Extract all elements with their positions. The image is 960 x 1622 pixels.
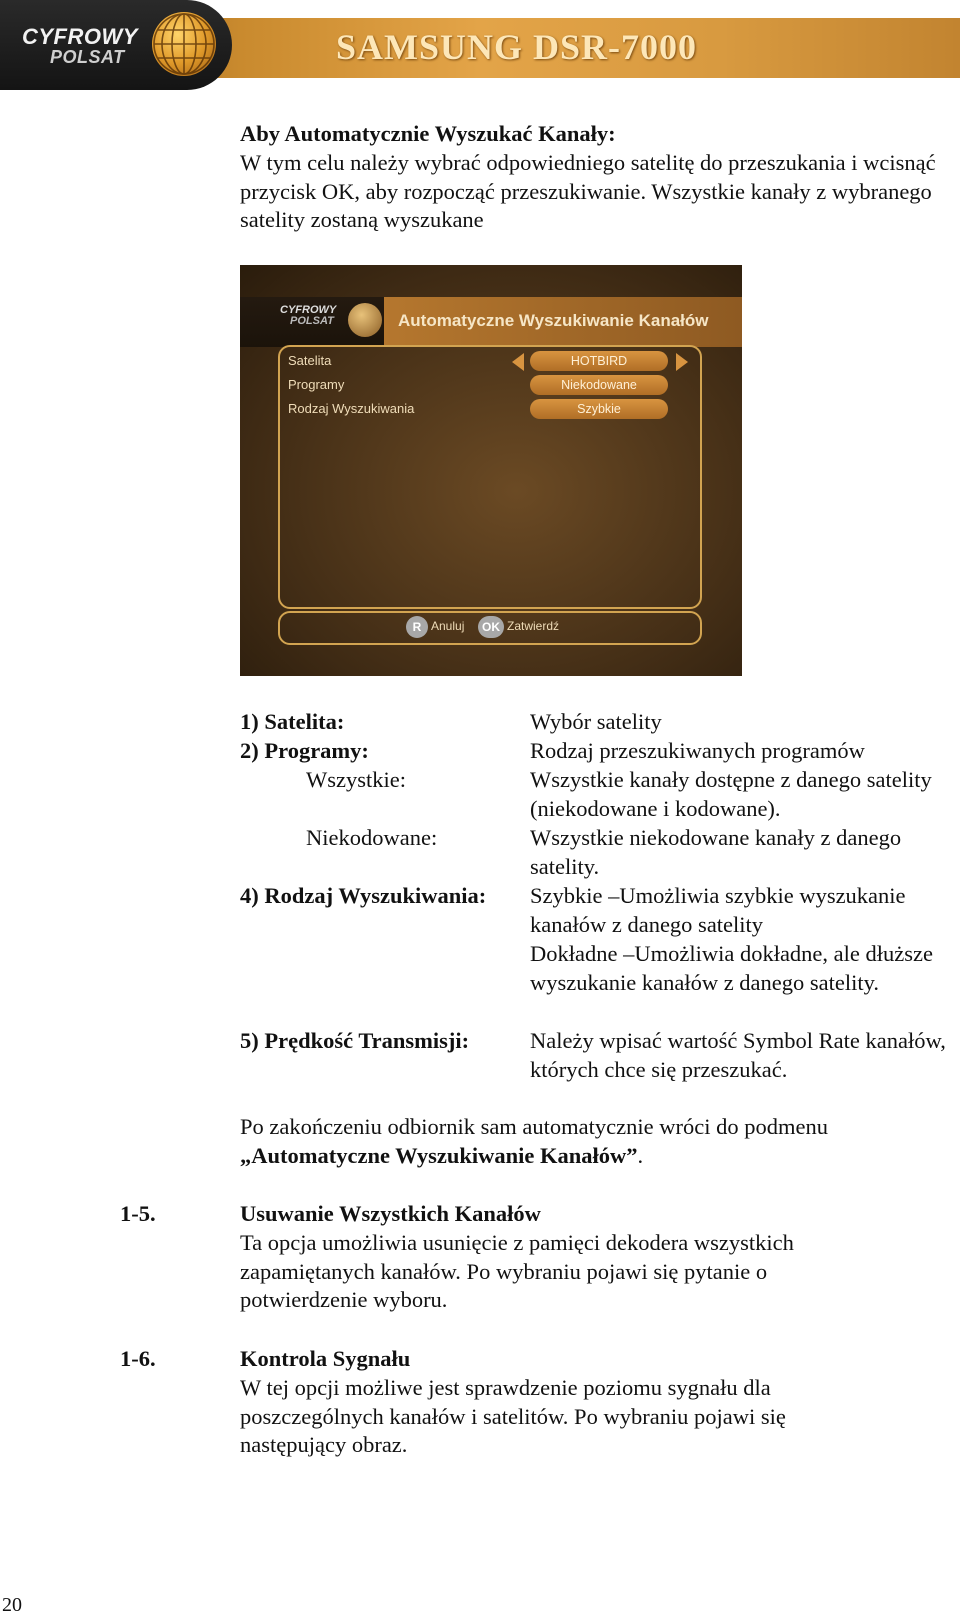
page-number: 20 xyxy=(2,1594,22,1616)
tv-row-label-search-type: Rodzaj Wyszukiwania xyxy=(288,401,415,416)
conclusion-end: . xyxy=(637,1142,644,1168)
section-number: 1-6. xyxy=(120,1346,156,1371)
brand-logo-text xyxy=(22,26,138,66)
brand-logo xyxy=(0,0,232,90)
section-title: Usuwanie Wszystkich Kanałów xyxy=(240,1201,541,1226)
tv-logo-line2: POLSAT xyxy=(290,315,334,327)
tv-search-type-selector[interactable]: Szybkie xyxy=(530,399,668,419)
tv-screenshot xyxy=(240,265,742,676)
tv-cancel-label[interactable]: Anuluj xyxy=(431,619,465,633)
definition-term: 5) Prędkość Transmisji: xyxy=(240,1028,470,1053)
definition-text: Wszystkie niekodowane kanały z danego satelity. xyxy=(530,825,902,879)
definition-text: Dokładne –Umożliwia dokładne, ale dłuższe wyszukanie kanałów z danego satelity. xyxy=(530,941,933,995)
section-number: 1-5. xyxy=(120,1201,156,1226)
section-title: Kontrola Sygnału xyxy=(240,1346,411,1371)
tv-satellite-selector[interactable]: HOTBIRD xyxy=(530,351,668,371)
intro-heading: Aby Automatycznie Wyszukać Kanały: xyxy=(240,121,616,146)
tv-globe-icon xyxy=(348,303,382,337)
definition-text: Należy wpisać wartość Symbol Rate kanałów, których chce się przeszukać. xyxy=(530,1028,946,1082)
product-name: SAMSUNG DSR-7000 xyxy=(336,27,698,67)
definition-text: Wszystkie kanały dostępne z danego satelity (niekodowane i kodowane). xyxy=(530,767,932,821)
conclusion-paragraph xyxy=(240,1113,940,1170)
tv-row-label-satellite: Satelita xyxy=(288,353,332,368)
arrow-right-icon[interactable] xyxy=(676,353,688,371)
arrow-left-icon[interactable] xyxy=(512,353,524,371)
tv-key-ok[interactable]: OK xyxy=(478,616,504,638)
section-body: Ta opcja umożliwia usunięcie z pamięci dekodera wszystkich zapamiętanych kanałów. Po wybraniu pojawi się pytanie o potwierdzenie wyboru. xyxy=(240,1230,794,1312)
definition-term: 2) Programy: xyxy=(240,738,369,763)
section-body: W tej opcji możliwe jest sprawdzenie poziomu sygnału dla poszczególnych kanałów i satelitów. Po wybraniu pojawi się następujący obraz. xyxy=(240,1375,786,1457)
tv-screen-title: Automatyczne Wyszukiwanie Kanałów xyxy=(398,311,709,330)
definition-text: Rodzaj przeszukiwanych programów xyxy=(530,738,865,763)
tv-key-r[interactable]: R xyxy=(406,616,428,638)
conclusion-menu-name: „Automatyczne Wyszukiwanie Kanałów” xyxy=(240,1142,638,1168)
definition-term: 1) Satelita: xyxy=(240,709,345,734)
definition-subterm: Wszystkie: xyxy=(306,767,406,792)
tv-row-label-programs: Programy xyxy=(288,377,345,392)
logo-line1: CYFROWY xyxy=(22,24,138,49)
tv-logo xyxy=(280,305,336,327)
definition-term: 4) Rodzaj Wyszukiwania: xyxy=(240,883,487,908)
tv-logo-line1: CYFROWY xyxy=(280,304,337,316)
logo-line2: POLSAT xyxy=(50,47,125,67)
definition-text: Szybkie –Umożliwia szybkie wyszukanie kanałów z danego satelity xyxy=(530,883,906,937)
globe-icon xyxy=(152,12,216,76)
definition-text: Wybór satelity xyxy=(530,709,662,734)
page-header xyxy=(0,0,960,92)
definition-subterm: Niekodowane: xyxy=(306,825,438,850)
tv-confirm-label[interactable]: Zatwierdź xyxy=(507,619,560,633)
conclusion-text: Po zakończeniu odbiornik sam automatycznie wróci do podmenu xyxy=(240,1114,828,1139)
tv-programs-selector[interactable]: Niekodowane xyxy=(530,375,668,395)
intro-body: W tym celu należy wybrać odpowiedniego satelitę do przeszukania i wcisnąć przycisk OK, aby rozpocząć przeszukiwanie. Wszystkie kanały z wybranego satelity zostaną wyszukane xyxy=(240,150,936,232)
